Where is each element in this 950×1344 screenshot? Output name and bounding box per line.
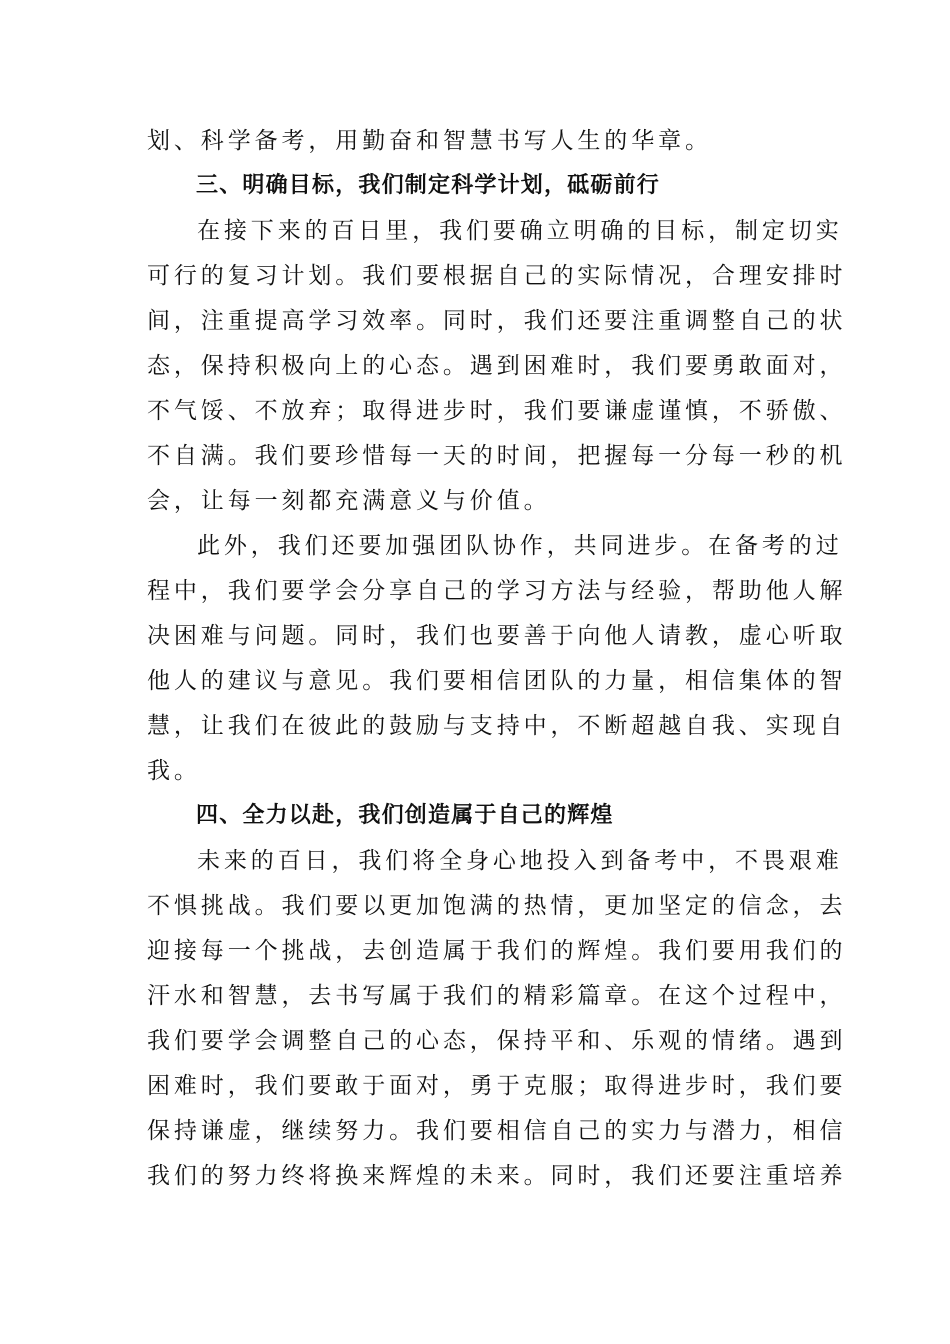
- paragraph-line: 我。: [147, 758, 201, 784]
- continuation-line: 划、科学备考，用勤奋和智慧书写人生的华章。: [147, 128, 712, 154]
- paragraph-line: 会，让每一刻都充满意义与价值。: [147, 488, 551, 514]
- paragraph-line: 不自满。我们要珍惜每一天的时间，把握每一分每一秒的机: [147, 443, 847, 469]
- paragraph-line: 决困难与问题。同时，我们也要善于向他人请教，虚心听取: [147, 623, 847, 649]
- paragraph-line: 间，注重提高学习效率。同时，我们还要注重调整自己的状: [147, 308, 847, 334]
- paragraph-line: 此外，我们还要加强团队协作，共同进步。在备考的过: [197, 533, 843, 559]
- paragraph-line: 迎接每一个挑战，去创造属于我们的辉煌。我们要用我们的: [147, 938, 847, 964]
- paragraph-line: 不惧挑战。我们要以更加饱满的热情，更加坚定的信念，去: [147, 893, 847, 919]
- paragraph-line: 慧，让我们在彼此的鼓励与支持中，不断超越自我、实现自: [147, 713, 847, 739]
- paragraph-line: 我们的努力终将换来辉煌的未来。同时，我们还要注重培养: [147, 1163, 847, 1189]
- paragraph-line: 困难时，我们要敢于面对，勇于克服；取得进步时，我们要: [147, 1073, 847, 1099]
- paragraph-line: 态，保持积极向上的心态。遇到困难时，我们要勇敢面对，: [147, 353, 847, 379]
- paragraph-line: 保持谦虚，继续努力。我们要相信自己的实力与潜力，相信: [147, 1118, 847, 1144]
- paragraph-line: 他人的建议与意见。我们要相信团队的力量，相信集体的智: [147, 668, 847, 694]
- paragraph-line: 程中，我们要学会分享自己的学习方法与经验，帮助他人解: [147, 578, 847, 604]
- section-3-heading: 三、明确目标，我们制定科学计划，砥砺前行: [196, 173, 661, 198]
- paragraph-line: 可行的复习计划。我们要根据自己的实际情况，合理安排时: [147, 263, 847, 289]
- paragraph-line: 汗水和智慧，去书写属于我们的精彩篇章。在这个过程中，: [147, 983, 847, 1009]
- paragraph-line: 不气馁、不放弃；取得进步时，我们要谦虚谨慎，不骄傲、: [147, 398, 847, 424]
- paragraph-line: 我们要学会调整自己的心态，保持平和、乐观的情绪。遇到: [147, 1028, 847, 1054]
- paragraph-line: 在接下来的百日里，我们要确立明确的目标，制定切实: [197, 218, 843, 244]
- paragraph-line: 未来的百日，我们将全身心地投入到备考中，不畏艰难: [197, 848, 843, 874]
- section-4-heading: 四、全力以赴，我们创造属于自己的辉煌: [196, 803, 614, 828]
